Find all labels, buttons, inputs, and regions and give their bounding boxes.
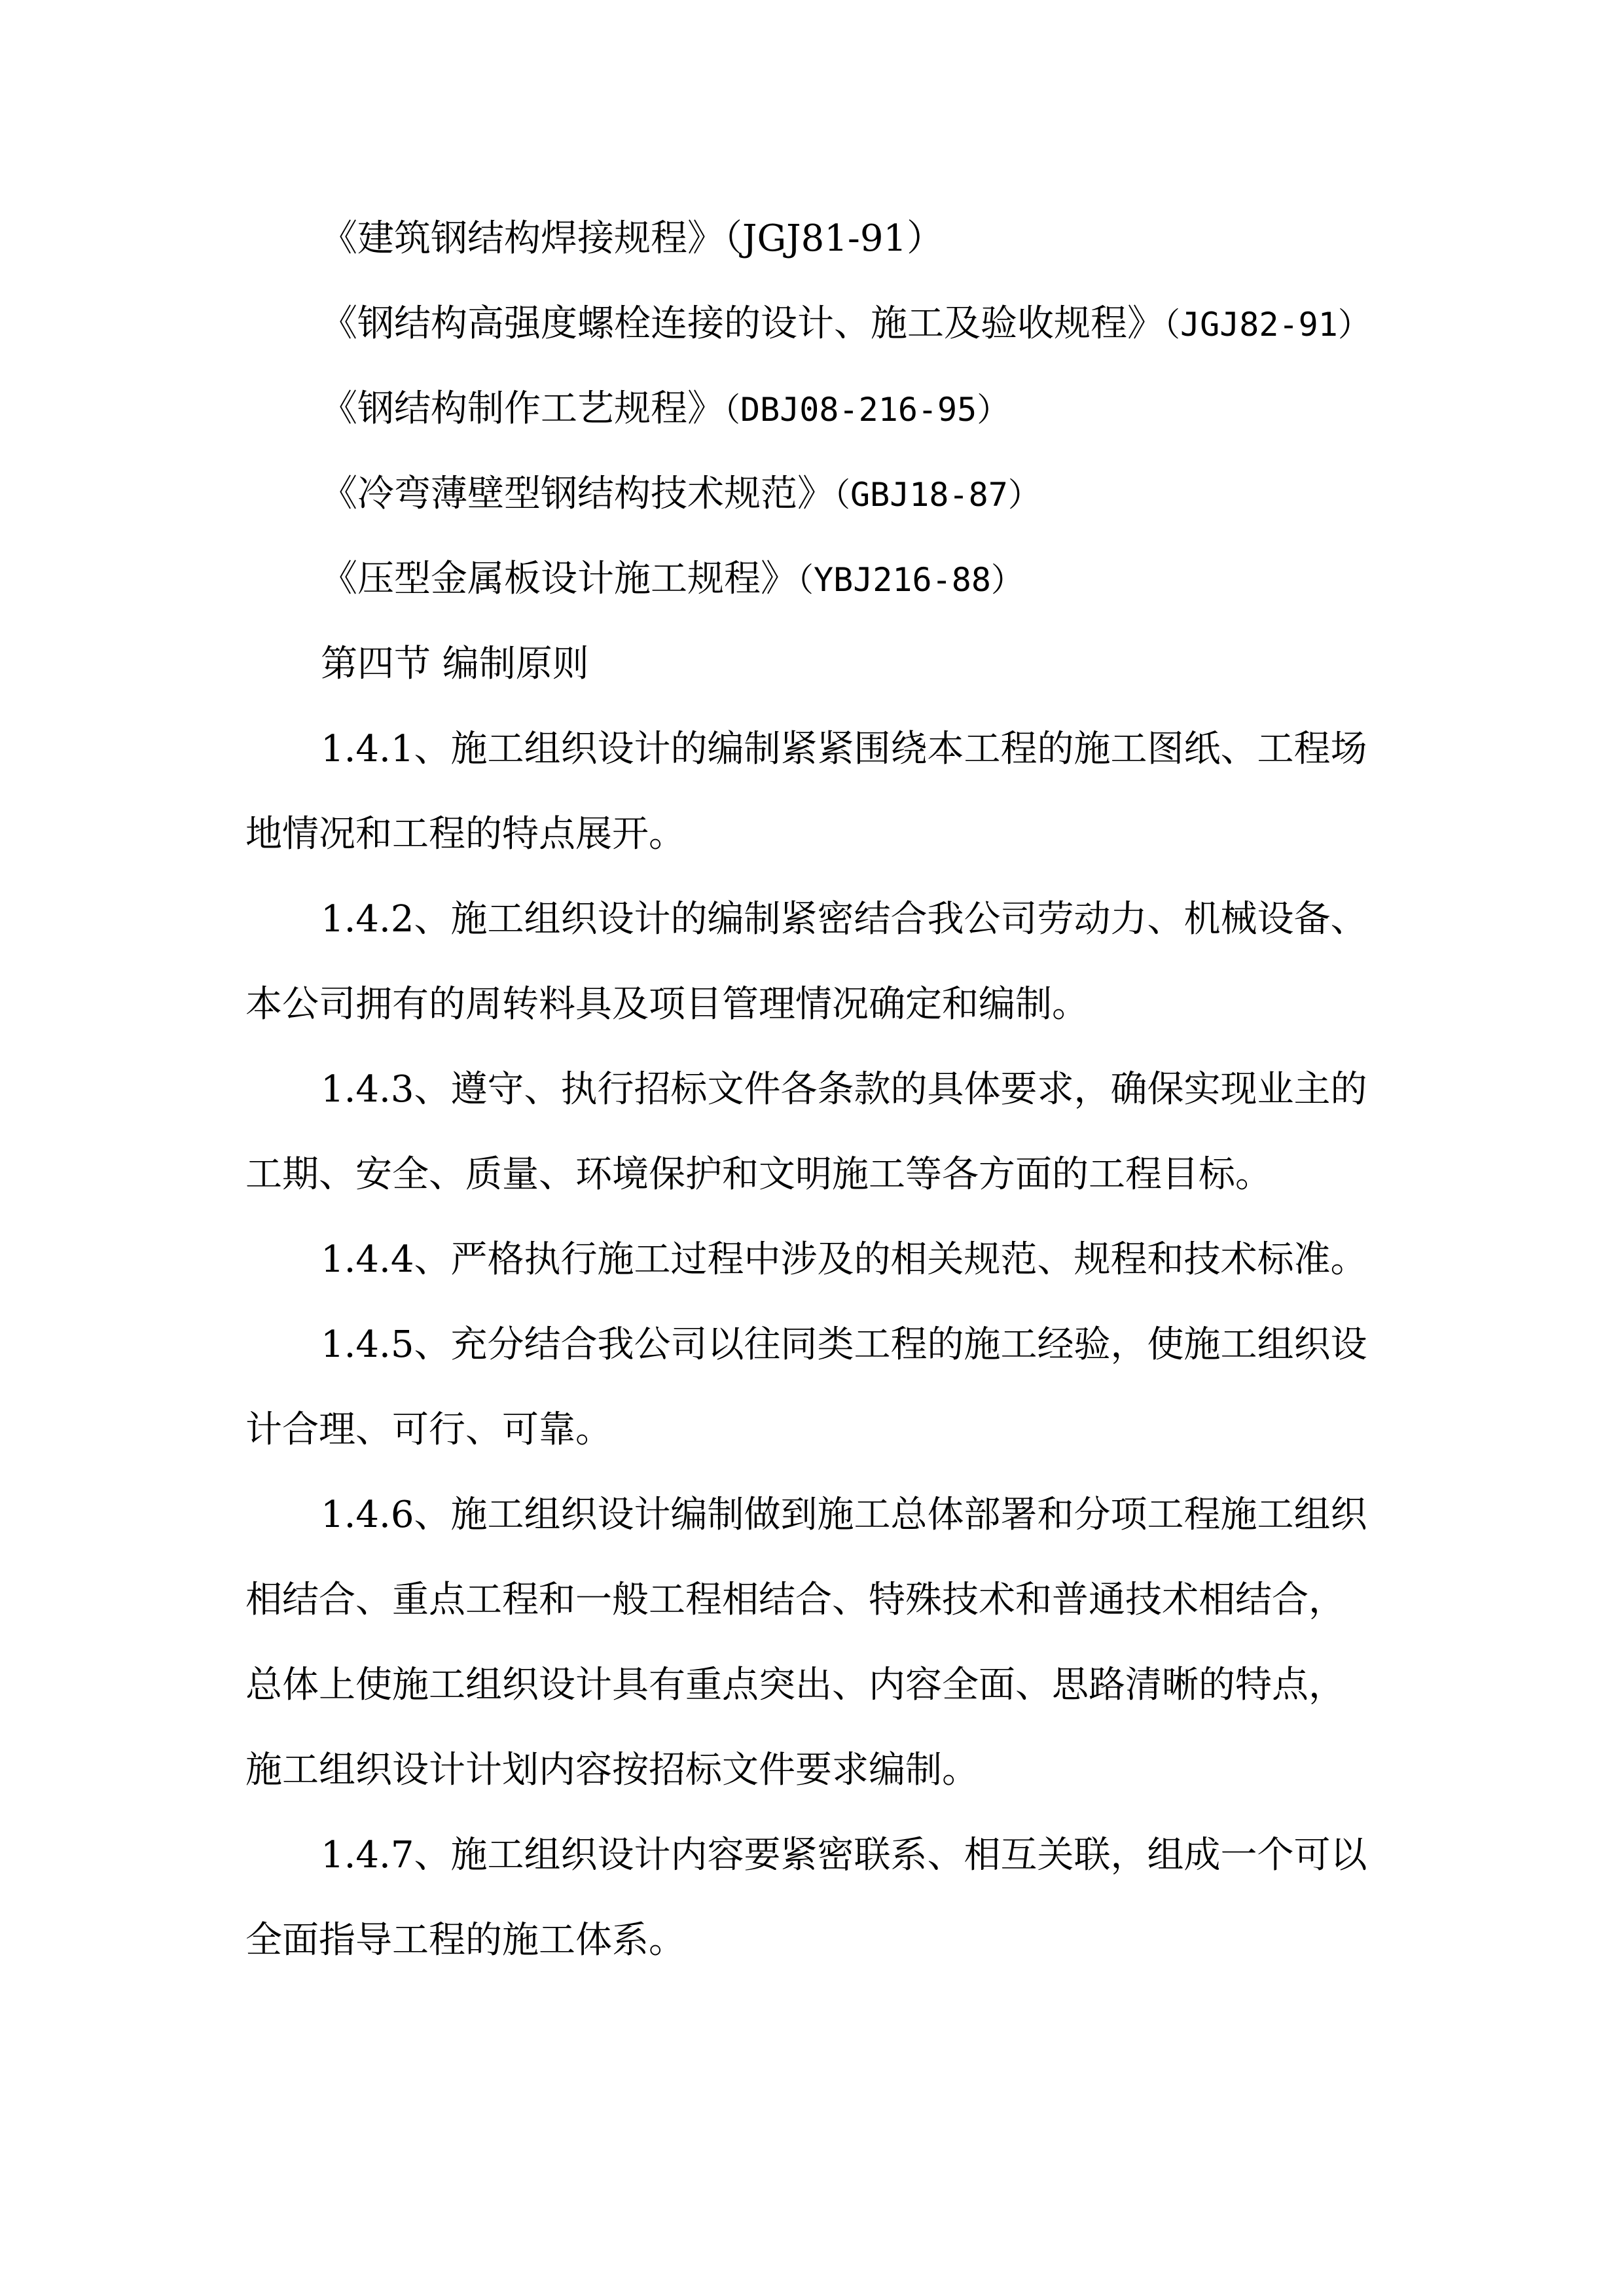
reference-title: 《冷弯薄壁型钢结构技术规范》 xyxy=(321,473,834,515)
reference-title: 《钢结构制作工艺规程》 xyxy=(321,387,724,430)
reference-item xyxy=(321,383,1009,435)
paragraph-line: 1.4.3、遵守、执行招标文件各条款的具体要求，确保实现业主的 xyxy=(321,1068,1367,1111)
paragraph-line: 1.4.7、施工组织设计内容要紧密联系、相互关联，组成一个可以 xyxy=(321,1834,1367,1876)
paragraph-line: 1.4.5、充分结合我公司以往同类工程的施工经验，使施工组织设 xyxy=(321,1323,1367,1366)
reference-item xyxy=(321,553,1024,605)
reference-item xyxy=(321,468,1041,520)
reference-code: （GBJ18-87） xyxy=(834,476,1041,514)
paragraph-line: 1.4.6、施工组织设计编制做到施工总体部署和分项工程施工组织 xyxy=(321,1494,1367,1536)
reference-code: （YBJ216-88） xyxy=(797,561,1024,599)
reference-code: （JGJ82-91） xyxy=(1164,306,1371,344)
paragraph-line: 总体上使施工组织设计具有重点突出、内容全面、思路清晰的特点， xyxy=(245,1664,1345,1706)
paragraph-line: 工期、安全、质量、环境保护和文明施工等各方面的工程目标。 xyxy=(245,1153,1272,1196)
paragraph-line: 地情况和工程的特点展开。 xyxy=(245,813,685,855)
paragraph-line: 本公司拥有的周转料具及项目管理情况确定和编制。 xyxy=(245,983,1089,1026)
paragraph-line: 全面指导工程的施工体系。 xyxy=(245,1919,685,1962)
reference-title: 《建筑钢结构焊接规程》 xyxy=(321,217,724,260)
reference-title: 《钢结构高强度螺栓连接的设计、施工及验收规程》 xyxy=(321,302,1164,345)
reference-item xyxy=(321,213,943,265)
reference-item xyxy=(321,298,1371,350)
section-heading: 第四节 编制原则 xyxy=(321,643,589,685)
reference-code: （JGJ81-91） xyxy=(724,217,944,260)
paragraph-line: 施工组织设计计划内容按招标文件要求编制。 xyxy=(245,1749,979,1791)
paragraph-line: 1.4.1、施工组织设计的编制紧紧围绕本工程的施工图纸、工程场 xyxy=(321,728,1367,770)
paragraph-line: 1.4.2、施工组织设计的编制紧密结合我公司劳动力、机械设备、 xyxy=(321,898,1367,941)
paragraph-line: 1.4.4、严格执行施工过程中涉及的相关规范、规程和技术标准。 xyxy=(321,1238,1367,1281)
reference-title: 《压型金属板设计施工规程》 xyxy=(321,558,797,600)
paragraph-line: 相结合、重点工程和一般工程相结合、特殊技术和普通技术相结合， xyxy=(245,1579,1345,1621)
reference-code: （DBJ08-216-95） xyxy=(724,391,1010,429)
paragraph-line: 计合理、可行、可靠。 xyxy=(245,1408,612,1451)
